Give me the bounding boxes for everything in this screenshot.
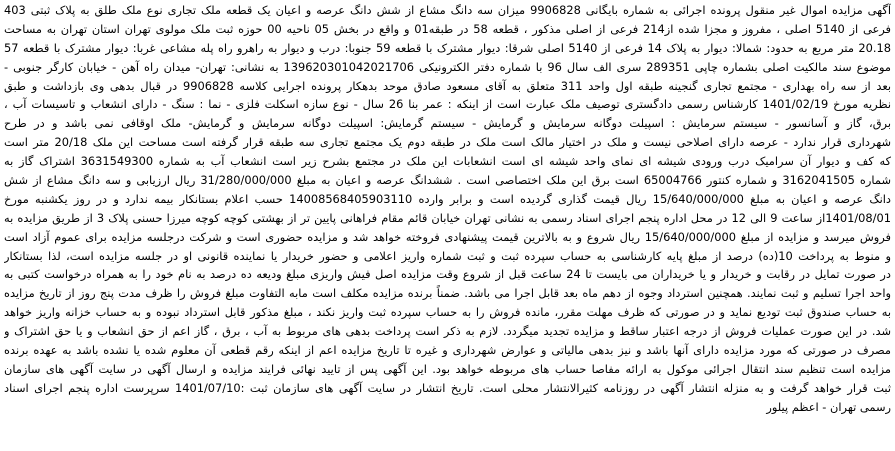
notice-text-line: دانگ عرصه و اعیان به مبلغ 15/640/000/000 ریال قیمت گذاری گردیده است و برابر وارده 14008568405903110 حسب اعلام بستانکار بیمه ندارد و در روز یکشنبه مورخ — [4, 191, 891, 206]
notice-text-line: شهرداری قرار ندارد - عرصه دارای اصلاحی نیست و ملک در اختیار مالک است ملک در طبقه دوم یک مجتمع تجاری سه طبقه قرار گرفته است مساحت این ملک 20/18 متر است — [4, 135, 891, 150]
notice-text-line: مزایده است تنظیم سند انتقال اجرائی موکول به ارائه مفاصا حساب های مربوطه خواهد بود. این آگهی پس از تایید نهائی فرایند مزایده و ارسال آگهی در سایت آگهی های سازمان — [4, 361, 891, 376]
notice-text-line: که کف و دیوار آن سرامیک درب ورودی شیشه ای نمای واحد شیشه ای است انشعابات این ملک در مجتمع بشرح زیر است انشعاب آب به شماره 3631549300 اشتراک گاز به — [4, 154, 891, 169]
notice-text-line: شد. در این صورت عملیات فروش از درجه اعتبار ساقط و مزایده تجدید میگردد. لازم به ذکر است پرداخت بدهی های مربوط به آب ، برق ، گاز اعم از حق انشعاب و یا حق اشتراک و — [4, 324, 891, 339]
notice-text-line: و منوط به پرداخت 10(ده) درصد از مبلغ پایه کارشناسی به حساب سپرده ثبت و ثبت شماره واریز اعلامی و حضور خریدار یا نماینده قانونی او در جلسه مزایده است، لذا بستانکار — [4, 248, 891, 263]
notice-text-line: شماره 3162041505 و شماره کنتور 65004766 است برق این ملک اختصاصی است . ششدانگ عرصه و اعیان به مبلغ 31/280/000/000 ریال ارزیابی و سه دانگ مشاع از شش — [4, 173, 891, 188]
notice-text-line: ثبت قرار خواهد گرفت و به منزله انتشار آگهی در روزنامه کثیرالانتشار محلی است. تاریخ انتشار در سایت آگهی های سازمان ثبت :1401/07/10 سرپرست اداره پنجم اجرای اسناد — [4, 380, 891, 395]
notice-text-line: آگهی مزایده اموال غیر منقول پرونده اجرائی به شماره بایگانی 9906828 میزان سه دانگ مشاع از شش دانگ عرصه و اعیان یک قطعه ملک تجاری نوع ملک طلق به پلاک ثبتی 403 — [4, 3, 891, 17]
notice-text-line: 20.18 متر مربع به حدود: شمالا: دیوار به پلاک 14 فرعی از 5140 اصلی شرقا: دیوار مشترک با قطعه 59 جنوبا: درب و دیوار به راهرو راه پله مشاعی غربا: دیوار مشترک با قطعه 57 — [4, 40, 891, 55]
notice-text-line: در صورت تمایل در رقابت و خریدار و یا خریداران می بایست تا 24 ساعت قبل از شروع وقت مزایده اصل فیش واریزی مبلغ ودیعه ده درصد به نام خود را به همراه درخواست کتبی به — [4, 267, 891, 282]
notice-text-line: مصرف در صورتی که مورد مزایده دارای آنها باشد و نیز بدهی مالیاتی و عوارض شهرداری و غیره تا تاریخ مزایده اعم از اینکه رقم قطعی آن معلوم شده یا نشده باشد به عهده برنده — [4, 343, 891, 358]
notice-text-line: فروش میرسد و مزایده از مبلغ 15/640/000/000 ریال شروع و به بالاترین قیمت پیشنهادی فروخته خواهد شد و مزایده حضوری است و شرکت درجلسه مزایده برای عموم آزاد است — [4, 229, 891, 244]
notice-text-line: واحد اجرا تسلیم و ثبت نمایند. همچنین استرداد وجوه از دهم ماه بعد قابل اجرا می باشد. ضمناً برنده مزایده مکلف است مابه التفاوت مبلغ فروش را ظرف مدت پنج روز از تاریخ مزایده — [4, 286, 891, 301]
notice-text-line: برق، گاز و آسانسور - سیستم سرمایش : اسپیلت دوگانه سرمایش و گرمایش - سیستم گرمایش: اسپیلت دوگانه سرمایش و گرمایش- ملک اوقافی نمی باشد و در طرح — [4, 116, 891, 131]
notice-signature-line: رسمی تهران - اعظم پیلور — [766, 399, 891, 414]
notice-text-line: نظریه مورخ 1401/02/19 کارشناس رسمی دادگستری توصیف ملک عبارت است از اینکه : عمر بنا 26 سال - نوع سازه اسکلت فلزی - نما : سنگ - دارای انشعاب و تاسیسات آب ، — [4, 97, 891, 112]
notice-text-line: فرعی از 5140 اصلی ، مفروز و مجزا شده از214 فرعی از اصلی مذکور ، قطعه 58 در طبقه01 و واقع در بخش 05 ناحیه 00 حوزه ثبت ملک مولوی تهران استان تهران به مساحت — [4, 21, 891, 36]
notice-text-line: به حساب صندوق ثبت تودیع نماید و در صورتی که ظرف مهلت مقرر، مانده فروش را به حساب سپرده ثبت واریز نکند ، مبلغ مذکور قابل استرداد نبوده و به حساب خزانه واریز خواهد — [4, 305, 891, 320]
notice-text-line: موضوع سند مالکیت اصلی بشماره چاپی 289351 سری الف سال 96 با شماره دفتر الکترونیکی 139620301042021706 به نشانی: تهران- میدان راه آهن - خیابان کارگر جنوبی - — [4, 59, 891, 74]
notice-text-line: 1401/08/01از ساعت 9 الی 12 در محل اداره پنجم اجرای اسناد رسمی به نشانی تهران خیابان قائم مقام فراهانی پایین تر از بهشتی کوچه کوچه میرزا حسنی پلاک 3 از طریق مزایده به — [4, 210, 891, 225]
notice-text-line: بعد از سه راه بهداری - مجتمع تجاری گنجینه طبقه اول واحد 311 متعلق به آقای مسعود صادق موحد بدهکار پرونده اجرایی کلاسه 9906828 در قبال بدهی وی بازداشت و طبق — [4, 78, 891, 93]
